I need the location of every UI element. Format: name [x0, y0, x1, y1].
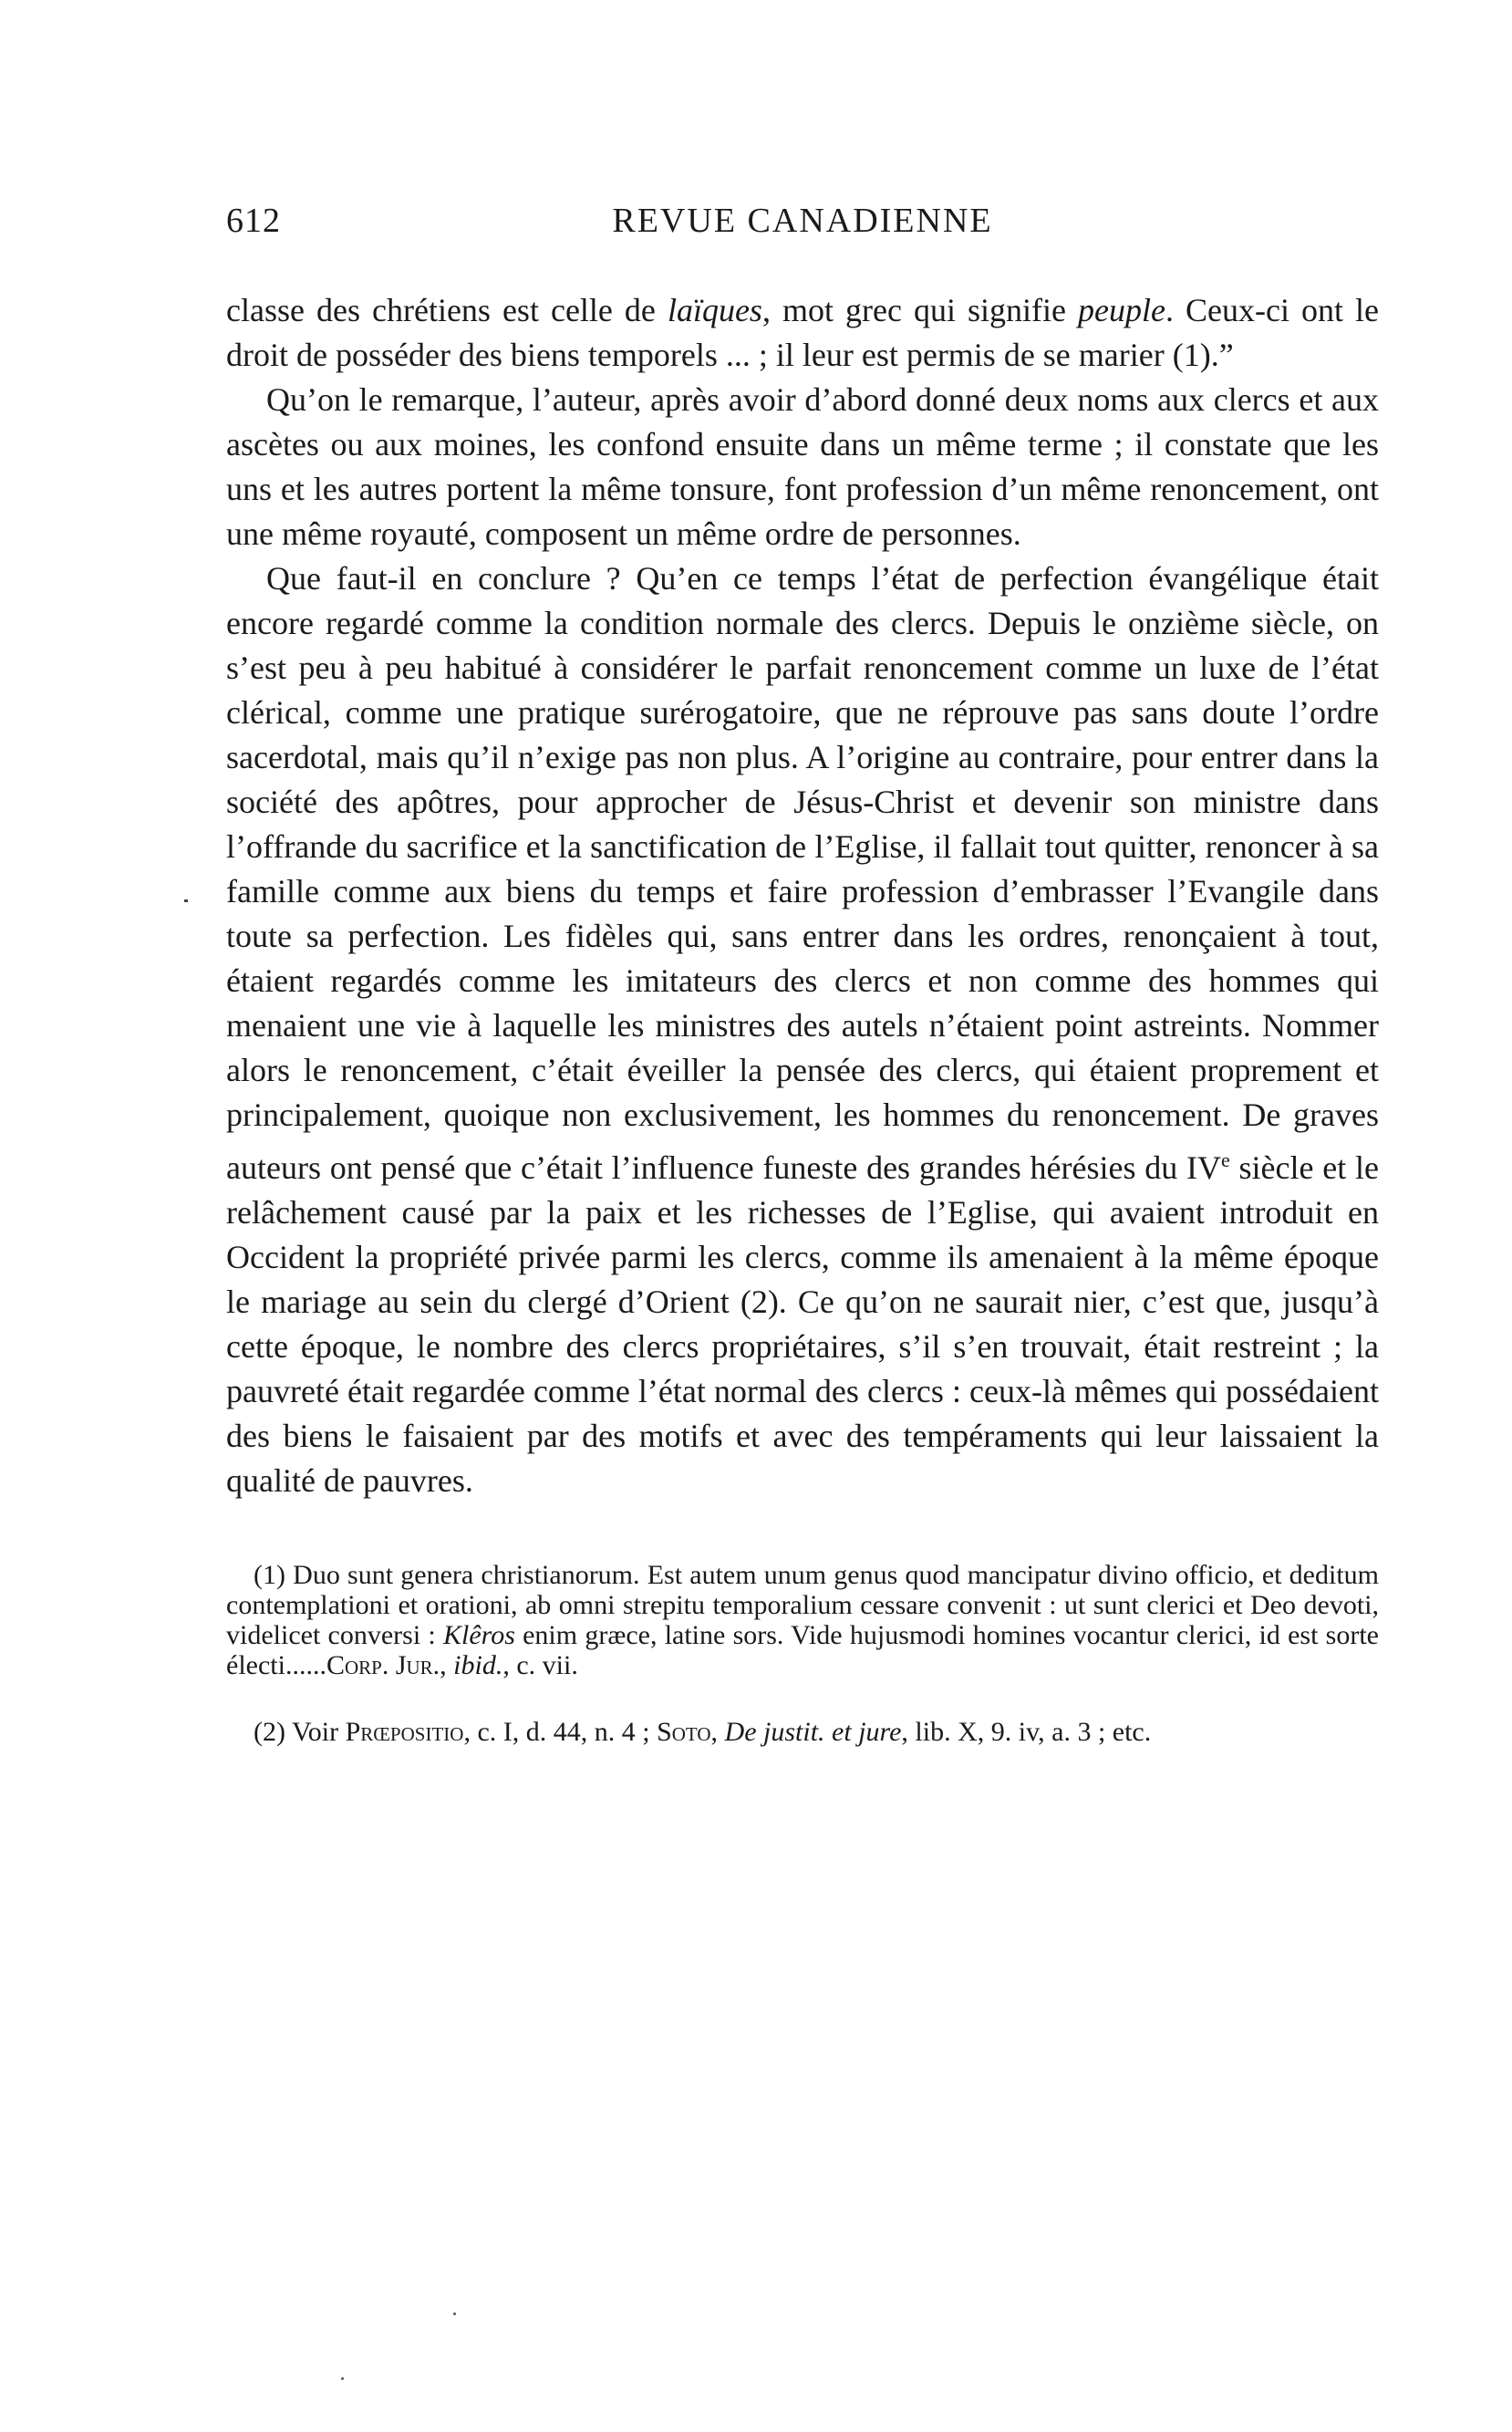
text-run: . Ceux-ci ont le droit de posséder des biens temporels ... ; il leur est permis de se marier (1).” — [226, 292, 1379, 373]
scan-speck — [184, 899, 188, 902]
italic-term: laïques — [667, 292, 762, 328]
footnotes — [226, 1560, 1379, 1747]
text-run: (2) Voir — [254, 1717, 346, 1747]
small-caps-ref: Prœpositio — [345, 1717, 464, 1747]
footnote-1 — [226, 1560, 1379, 1680]
page-number: 612 — [226, 202, 281, 240]
body-text — [226, 288, 1379, 1503]
small-caps-ref: Soto — [657, 1717, 711, 1747]
text-run: Que faut-il en conclure ? Qu’en ce temps l’état de perfection évangélique était encore regardé comme la condition normale des clercs. Depuis le onzième siècle, on s’est peu à peu habitué à considérer le parfait renoncement comme un luxe de l’état clérical, comme une pratique surérogatoire, que ne réprouve pas sans doute l’ordre sacerdotal, mais qu’il n’exige pas non plus. A l’origine au contraire, pour entrer dans la société des apôtres, pour approcher de Jésus-Christ et devenir son ministre dans l’offrande du sacrifice et la sanctification de l’Eglise, il fallait tout quitter, renoncer à sa famille comme aux biens du temps et faire profession d’embrasser l’Evangile dans toute sa perfection. Les fidèles qui, sans entrer dans les ordres, renonçaient à tout, étaient regardés comme les imitateurs des clercs et non comme des hommes qui menaient une vie à laquelle les ministres des autels n’étaient point astreints. Nommer alors le renoncement, c’était éveiller la pensée des clercs, qui étaient proprement et principalement, quoique non exclusivement, les hommes du renoncement. De graves auteurs ont pensé que c’était l’influence funeste des grandes hérésies du IV — [226, 560, 1379, 1186]
paragraph-2: Qu’on le remarque, l’auteur, après avoir d’abord donné deux noms aux clercs et aux ascètes ou aux moines, les confond ensuite dans un même terme ; il constate que les uns et les autres portent la même tonsure, font profession d’un même renoncement, ont une même royauté, composent un même ordre de personnes. — [226, 381, 1379, 552]
italic-term: De justit. et jure — [724, 1717, 902, 1747]
text-run: classe des chrétiens est celle de — [226, 292, 668, 328]
small-caps-ref: Corp. Jur. — [326, 1650, 440, 1680]
paragraph-1 — [226, 288, 1379, 378]
text-run: , c. I, d. 44, n. 4 ; — [463, 1717, 658, 1747]
footnote-2 — [226, 1717, 1379, 1747]
text-run: , — [440, 1650, 454, 1680]
running-header — [226, 201, 1379, 255]
superscript: e — [1221, 1148, 1230, 1171]
italic-term: peuple — [1078, 292, 1165, 328]
text-run: siècle et le relâchement causé par la paix et les richesses de l’Eglise, qui avaient introduit en Occident la propriété privée parmi les clercs, comme ils amenaient à la même époque le mariage au sein du clergé d’Orient (2). Ce qu’on ne saurait nier, c’est que, jusqu’à cette époque, le nombre des clercs propriétaires, s’il s’en trouvait, était restreint ; la pauvreté était regardée comme l’état normal des clercs : ceux-là mêmes qui possédaient des biens le faisaient par des motifs et avec des tempéraments qui leur laissaient la qualité de pauvres. — [226, 1149, 1379, 1499]
text-run: , lib. X, 9. iv, a. 3 ; etc. — [901, 1717, 1152, 1747]
text-run: , mot grec qui signifie — [761, 292, 1079, 328]
paragraph-3 — [226, 556, 1379, 1503]
text-run: (1) Duo sunt genera christianorum. Est autem unum genus quod mancipatur divino officio, et deditum contemplationi et orationi, ab omni strepitu temporalium cessare convenit : ut sunt clerici et Deo devoti, videlicet conversi : — [226, 1560, 1379, 1650]
text-run: , — [710, 1717, 725, 1747]
page — [226, 201, 1379, 1783]
italic-term: ibid. — [453, 1650, 503, 1680]
scan-speck — [453, 2312, 456, 2315]
text-run: , c. vii. — [502, 1650, 578, 1680]
italic-term: Klêros — [442, 1620, 515, 1650]
running-title: REVUE CANADIENNE — [612, 202, 993, 240]
scan-speck — [341, 2377, 344, 2380]
text-run: enim græce, latine sors. Vide hujusmodi homines vocantur clerici, id est sorte électi...... — [226, 1620, 1379, 1680]
